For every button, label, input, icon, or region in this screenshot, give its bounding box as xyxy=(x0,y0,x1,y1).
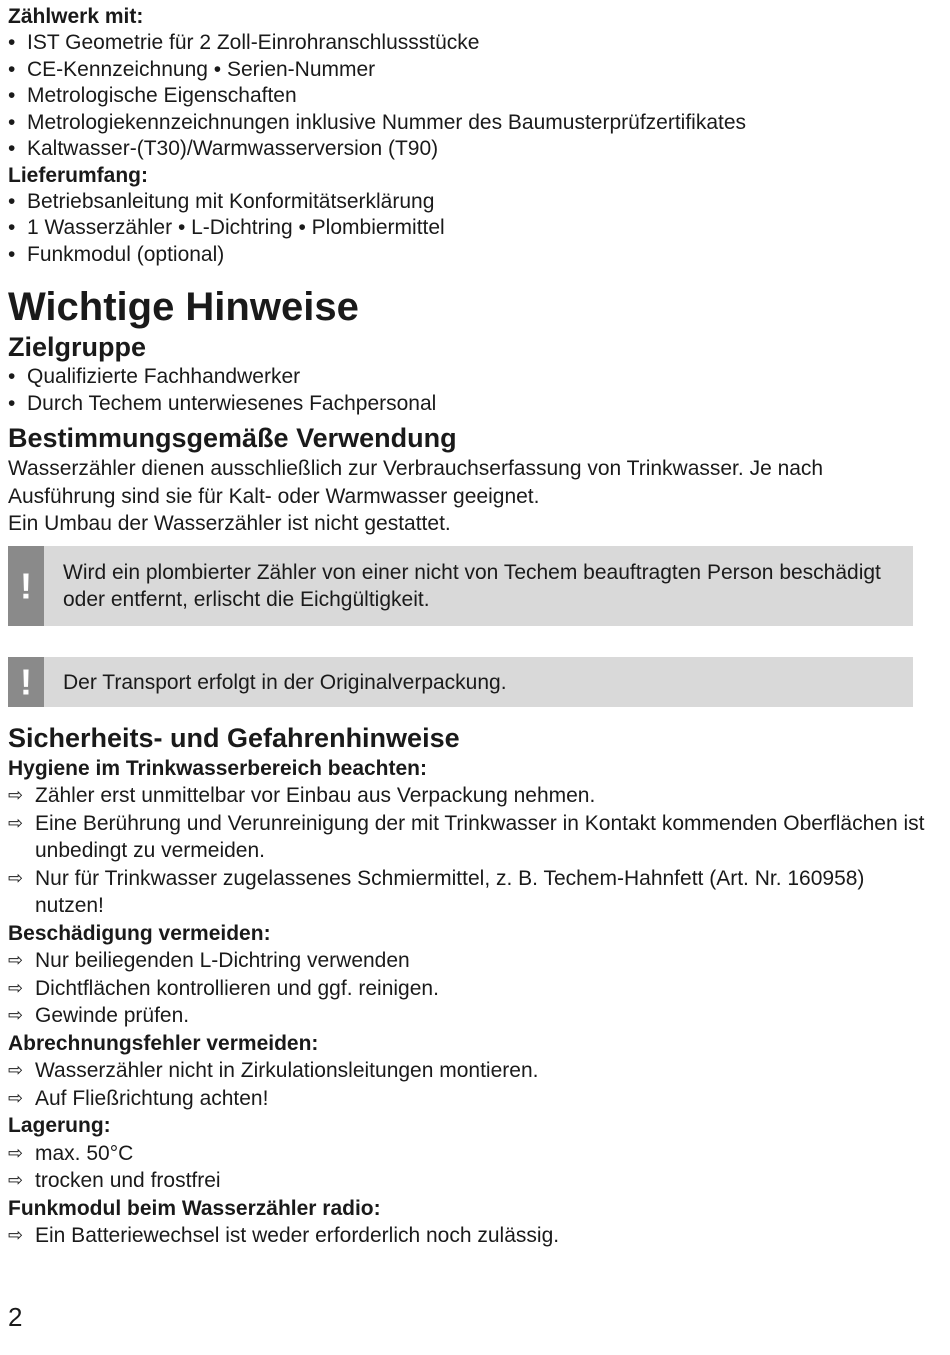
hygiene-list xyxy=(8,782,928,920)
zielgruppe-heading: Zielgruppe xyxy=(8,332,147,362)
list-item: • CE-Kennzeichnung • Serien-Nummer xyxy=(8,57,928,84)
page-number: 2 xyxy=(8,1302,23,1332)
abrechnung-list xyxy=(8,1057,928,1112)
list-item: • Betriebsanleitung mit Konformitätserklärung xyxy=(8,189,928,216)
list-item: • Metrologiekennzeichnungen inklusive Nummer des Baumusterprüfzertifikates xyxy=(8,110,928,137)
funkmodul-list xyxy=(8,1222,928,1250)
beschaedigung-list xyxy=(8,947,928,1030)
funkmodul-heading: Funkmodul beim Wasserzähler radio: xyxy=(8,1196,381,1220)
list-item: • Kaltwasser-(T30)/Warmwasserversion (T90) xyxy=(8,136,928,163)
paragraph: Ein Umbau der Wasserzähler ist nicht gestattet. xyxy=(8,512,451,535)
list-item: ⇨ Dichtflächen kontrollieren und ggf. reinigen. xyxy=(8,975,928,1003)
section-title: Wichtige Hinweise xyxy=(8,285,359,329)
list-item: ⇨ Gewinde prüfen. xyxy=(8,1002,928,1030)
abrechnung-heading: Abrechnungsfehler vermeiden: xyxy=(8,1031,319,1055)
list-item: ⇨ Nur für Trinkwasser zugelassenes Schmiermittel, z. B. Techem-Hahnfett (Art. Nr. 160958) nutzen! xyxy=(8,865,928,920)
zaehlwerk-heading: Zählwerk mit: xyxy=(8,5,144,28)
exclamation-icon: ! xyxy=(8,657,44,707)
paragraph: Wasserzähler dienen ausschließlich zur Verbrauchserfassung von Trinkwasser. Je nach Ausführung sind sie für Kalt- oder Warmwasser geeignet. xyxy=(8,457,824,508)
lieferumfang-list xyxy=(8,189,928,269)
document-page xyxy=(8,4,928,1250)
list-item: ⇨ Auf Fließrichtung achten! xyxy=(8,1085,928,1113)
list-item: • 1 Wasserzähler • L-Dichtring • Plombiermittel xyxy=(8,215,928,242)
warning-notice xyxy=(8,546,913,626)
list-item: ⇨ Zähler erst unmittelbar vor Einbau aus Verpackung nehmen. xyxy=(8,782,928,810)
list-item: ⇨ Nur beiliegenden L-Dichtring verwenden xyxy=(8,947,928,975)
lagerung-heading: Lagerung: xyxy=(8,1114,111,1137)
warning-text: Wird ein plombierter Zähler von einer nicht von Techem beauftragten Person beschädigt oder entfernt, erlischt die Eichgültigkeit. xyxy=(63,560,881,611)
list-item: • Qualifizierte Fachhandwerker xyxy=(8,364,928,391)
list-item: • Durch Techem unterwiesenes Fachpersonal xyxy=(8,391,928,418)
list-item: ⇨ Wasserzähler nicht in Zirkulationsleitungen montieren. xyxy=(8,1057,928,1085)
list-item: ⇨ Ein Batteriewechsel ist weder erforderlich noch zulässig. xyxy=(8,1222,928,1250)
list-item: • IST Geometrie für 2 Zoll-Einrohranschlussstücke xyxy=(8,30,928,57)
beschaedigung-heading: Beschädigung vermeiden: xyxy=(8,921,271,945)
list-item: • Funkmodul (optional) xyxy=(8,242,928,269)
list-item: • Metrologische Eigenschaften xyxy=(8,83,928,110)
zielgruppe-list xyxy=(8,364,928,417)
notice-text: Der Transport erfolgt in der Originalverpackung. xyxy=(63,670,507,694)
lagerung-list xyxy=(8,1140,928,1195)
exclamation-icon: ! xyxy=(8,546,44,626)
hygiene-heading: Hygiene im Trinkwasserbereich beachten: xyxy=(8,756,427,780)
lieferumfang-heading: Lieferumfang: xyxy=(8,163,149,187)
list-item: ⇨ Eine Berührung und Verunreinigung der mit Trinkwasser in Kontakt kommenden Oberflächen ist unbedingt zu vermeiden. xyxy=(8,810,928,865)
zaehlwerk-list xyxy=(8,30,928,163)
transport-notice xyxy=(8,657,913,707)
verwendung-heading: Bestimmungsgemäße Verwendung xyxy=(8,423,457,453)
verwendung-text xyxy=(8,455,928,538)
sicherheit-heading: Sicherheits- und Gefahrenhinweise xyxy=(8,722,460,753)
list-item: ⇨ trocken und frostfrei xyxy=(8,1167,928,1195)
list-item: ⇨ max. 50°C xyxy=(8,1140,928,1168)
